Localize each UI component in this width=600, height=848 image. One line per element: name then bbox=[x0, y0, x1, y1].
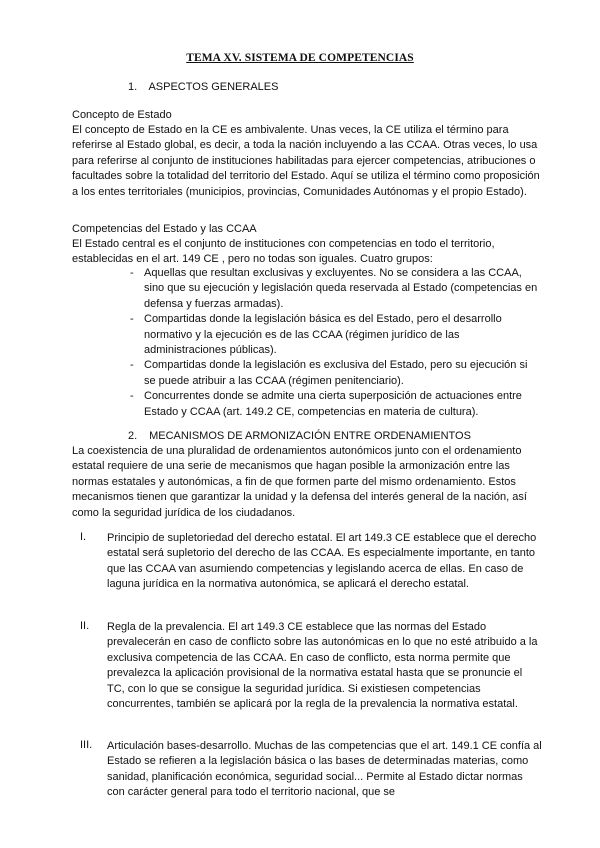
dash-bullet-icon: - bbox=[130, 313, 134, 326]
dash-bullet-icon: - bbox=[130, 359, 134, 372]
roman-numeral: II. bbox=[80, 620, 90, 632]
section-2-heading bbox=[128, 430, 471, 442]
section-2-number: 2. bbox=[128, 430, 138, 442]
competencias-subtitle: Competencias del Estado y las CCAA bbox=[72, 223, 257, 235]
list-item: - Aquellas que resultan exclusivas y excluyentes. No se considera a las CCAA, sino que su ejecución y legislación queda reservada al Estado (competencias en defensa y fuerzas armadas). bbox=[130, 267, 538, 310]
roman-item-text: Regla de la prevalencia. El art 149.3 CE establece que las normas del Estado prevalecerán en caso de conflicto sobre las autonómicas en lo que no esté atribuido a la exclusiva competencia de las CCAA. En caso de conflicto, esta norma permite que prevalezca la aplicación provisional de la normativa estatal hasta que se pronuncie el TC, con lo que se consigue la seguridad jurídica. Si existiesen competencias concurrentes, también se aplicará por la regla de la prevalencia la normativa estatal. bbox=[107, 621, 538, 711]
section-2-paragraph: La coexistencia de una pluralidad de ordenamientos autonómicos junto con el ordenamiento estatal requiere de una serie de mecanismos que hagan posible la armonización entre las normas estatales y autonómicas, a fin de que formen parte del mismo ordenamiento. Estos mecanismos tienen que garantizar la unidad y la defensa del interés general de la nación, así como la seguridad jurídica de los ciudadanos. bbox=[72, 445, 527, 519]
roman-item bbox=[80, 620, 542, 712]
section-1-number: 1. bbox=[128, 81, 138, 93]
section-2-title: MECANISMOS DE ARMONIZACIÓN ENTRE ORDENAMIENTOS bbox=[149, 430, 471, 442]
list-item: - Concurrentes donde se admite una cierta superposición de actuaciones entre Estado y CCAA (art. 149.2 CE, competencias en materia de cultura). bbox=[130, 390, 522, 418]
roman-numeral: I. bbox=[80, 531, 87, 543]
document-title: TEMA XV. SISTEMA DE COMPETENCIAS bbox=[186, 52, 414, 64]
roman-numeral: III. bbox=[80, 739, 93, 751]
competencias-list bbox=[130, 266, 542, 420]
section-1-heading bbox=[128, 81, 278, 93]
roman-item-text: Principio de supletoriedad del derecho estatal. El art 149.3 CE establece que el derecho estatal será supletorio del derecho de las CCAA. Es especialmente importante, en tanto que las CCAA van asumiendo competencias y legislando acerca de ellas. En caso de laguna jurídica en la normativa autonómica, se aplicará el derecho estatal. bbox=[107, 532, 537, 591]
section-1-title: ASPECTOS GENERALES bbox=[148, 81, 279, 93]
competencias-paragraph: El Estado central es el conjunto de instituciones con competencias en todo el territorio, establecidas en el art. 149 CE , pero no todas son iguales. Cuatro grupos: bbox=[72, 238, 495, 266]
dash-bullet-icon: - bbox=[130, 267, 134, 279]
roman-item bbox=[80, 739, 542, 801]
concepto-subtitle: Concepto de Estado bbox=[72, 109, 172, 121]
dash-bullet-icon: - bbox=[130, 390, 134, 403]
list-item: - Compartidas donde la legislación es exclusiva del Estado, pero su ejecución si se puede atribuir a las CCAA (régimen penitenciario). bbox=[130, 359, 528, 387]
roman-item bbox=[80, 531, 542, 593]
list-item: - Compartidas donde la legislación básica es del Estado, pero el desarrollo normativo y la ejecución es de las CCAA (régimen jurídico de las administraciones públicas). bbox=[130, 313, 502, 357]
concepto-paragraph: El concepto de Estado en la CE es ambivalente. Unas veces, la CE utiliza el término para referirse al Estado global, es decir, a toda la nación incluyendo a las CCAA. Otras veces, lo usa para referirse al conjunto de instituciones habilitadas para ejercer competencias, atribuciones o facultades sobre la totalidad del territorio del Estado. Aquí se utiliza el término como proposición a los entes territoriales (municipios, provincias, Comunidades Autónomas y el propio Estado). bbox=[72, 124, 540, 198]
roman-item-text: Articulación bases-desarrollo. Muchas de las competencias que el art. 149.1 CE confía al Estado se refieren a la legislación básica o las bases de determinadas materias, como sanidad, planificación económica, seguridad social... Permite al Estado dictar normas con carácter general para todo el territorio nacional, que se bbox=[107, 740, 542, 799]
